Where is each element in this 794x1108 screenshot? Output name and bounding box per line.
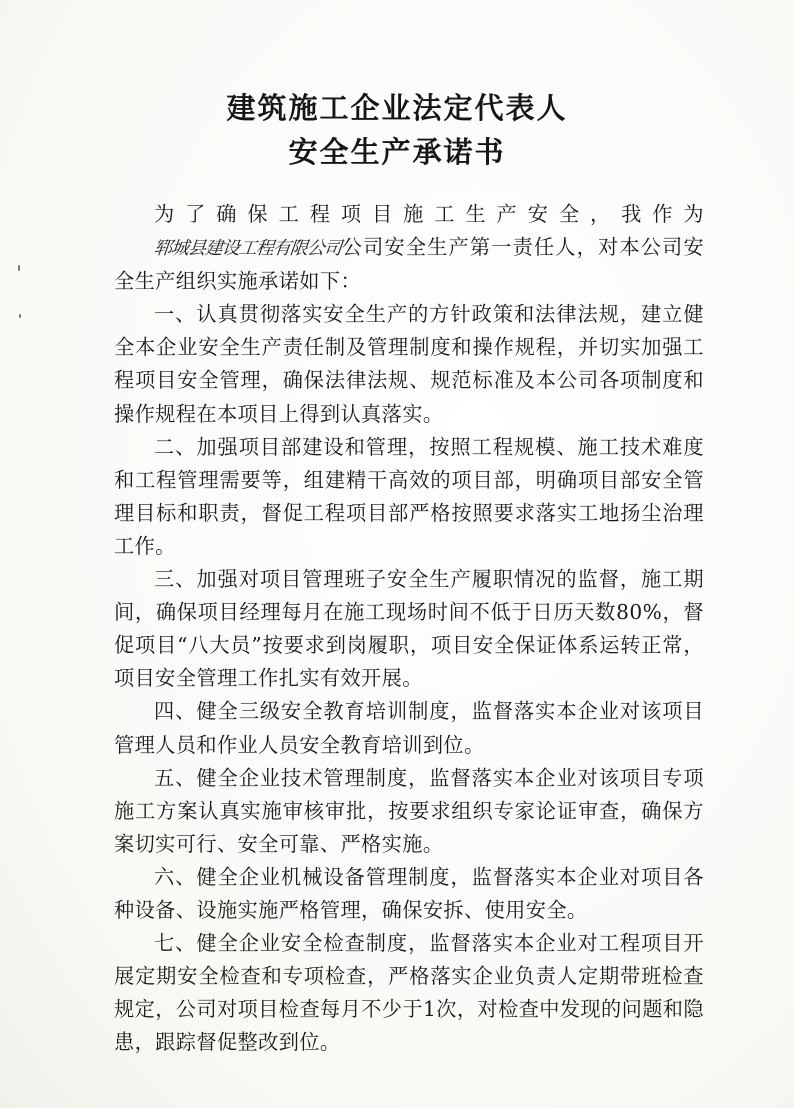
commitment-paragraph-5: 五、健全企业技术管理制度，监督落实本企业对该项目专项施工方案认真实施审核审批，按要求组织专家论证审查，确保方案切实可行、安全可靠、严格实施。 bbox=[114, 765, 704, 856]
commitment-paragraph-6: 六、健全企业机械设备管理制度，监督落实本企业对项目各种设备、设施实施严格管理，确保安拆、使用安全。 bbox=[114, 864, 704, 922]
scan-speck bbox=[19, 314, 21, 318]
commitment-paragraph-2: 二、加强项目部建设和管理，按照工程规模、施工技术难度和工程管理需要等，组建精干高效的项目部，明确项目部安全管理目标和职责，督促工程项目部严格按照要求落实工地扬尘治理工作。 bbox=[114, 434, 704, 558]
commitment-paragraph-3: 三、加强对项目管理班子安全生产履职情况的监督，施工期间，确保项目经理每月在施工现场时间不低于日历天数80%，督促项目“八大员”按要求到岗履职，项目安全保证体系运转正常，项目安全管理工作扎实有效开展。 bbox=[114, 567, 704, 691]
handwritten-company-name: 郓城县建设工程有限公司 bbox=[152, 238, 343, 260]
intro-paragraph bbox=[114, 198, 704, 298]
commitment-paragraph-1: 一、认真贯彻落实安全生产的方针政策和法律法规，建立健全本企业安全生产责任制及管理制度和操作规程，并切实加强工程项目安全管理，确保法律法规、规范标准及本公司各项制度和操作规程在本项目上得到认真落实。 bbox=[114, 302, 704, 426]
commitment-paragraph-7: 七、健全企业安全检查制度，监督落实本企业对工程项目开展定期安全检查和专项检查，严格落实企业负责人定期带班检查规定，公司对项目检查每月不少于1次，对检查中发现的问题和隐患，跟踪督促整改到位。 bbox=[114, 931, 704, 1055]
intro-text: 为了确保工程项目施工生产安全，我作为 bbox=[154, 202, 704, 226]
scan-speck bbox=[18, 265, 20, 271]
intro-text-continued: 公司安全生产第一责任人，对本公司安全生产组织实施承诺如下： bbox=[114, 235, 704, 294]
document-body bbox=[114, 198, 704, 1059]
document-title-line2: 安全生产承诺书 bbox=[288, 135, 506, 169]
commitment-paragraph-4: 四、健全三级安全教育培训制度，监督落实本企业对该项目管理人员和作业人员安全教育培训到位。 bbox=[114, 699, 704, 757]
document-title-line1: 建筑施工企业法定代表人 bbox=[226, 91, 568, 125]
